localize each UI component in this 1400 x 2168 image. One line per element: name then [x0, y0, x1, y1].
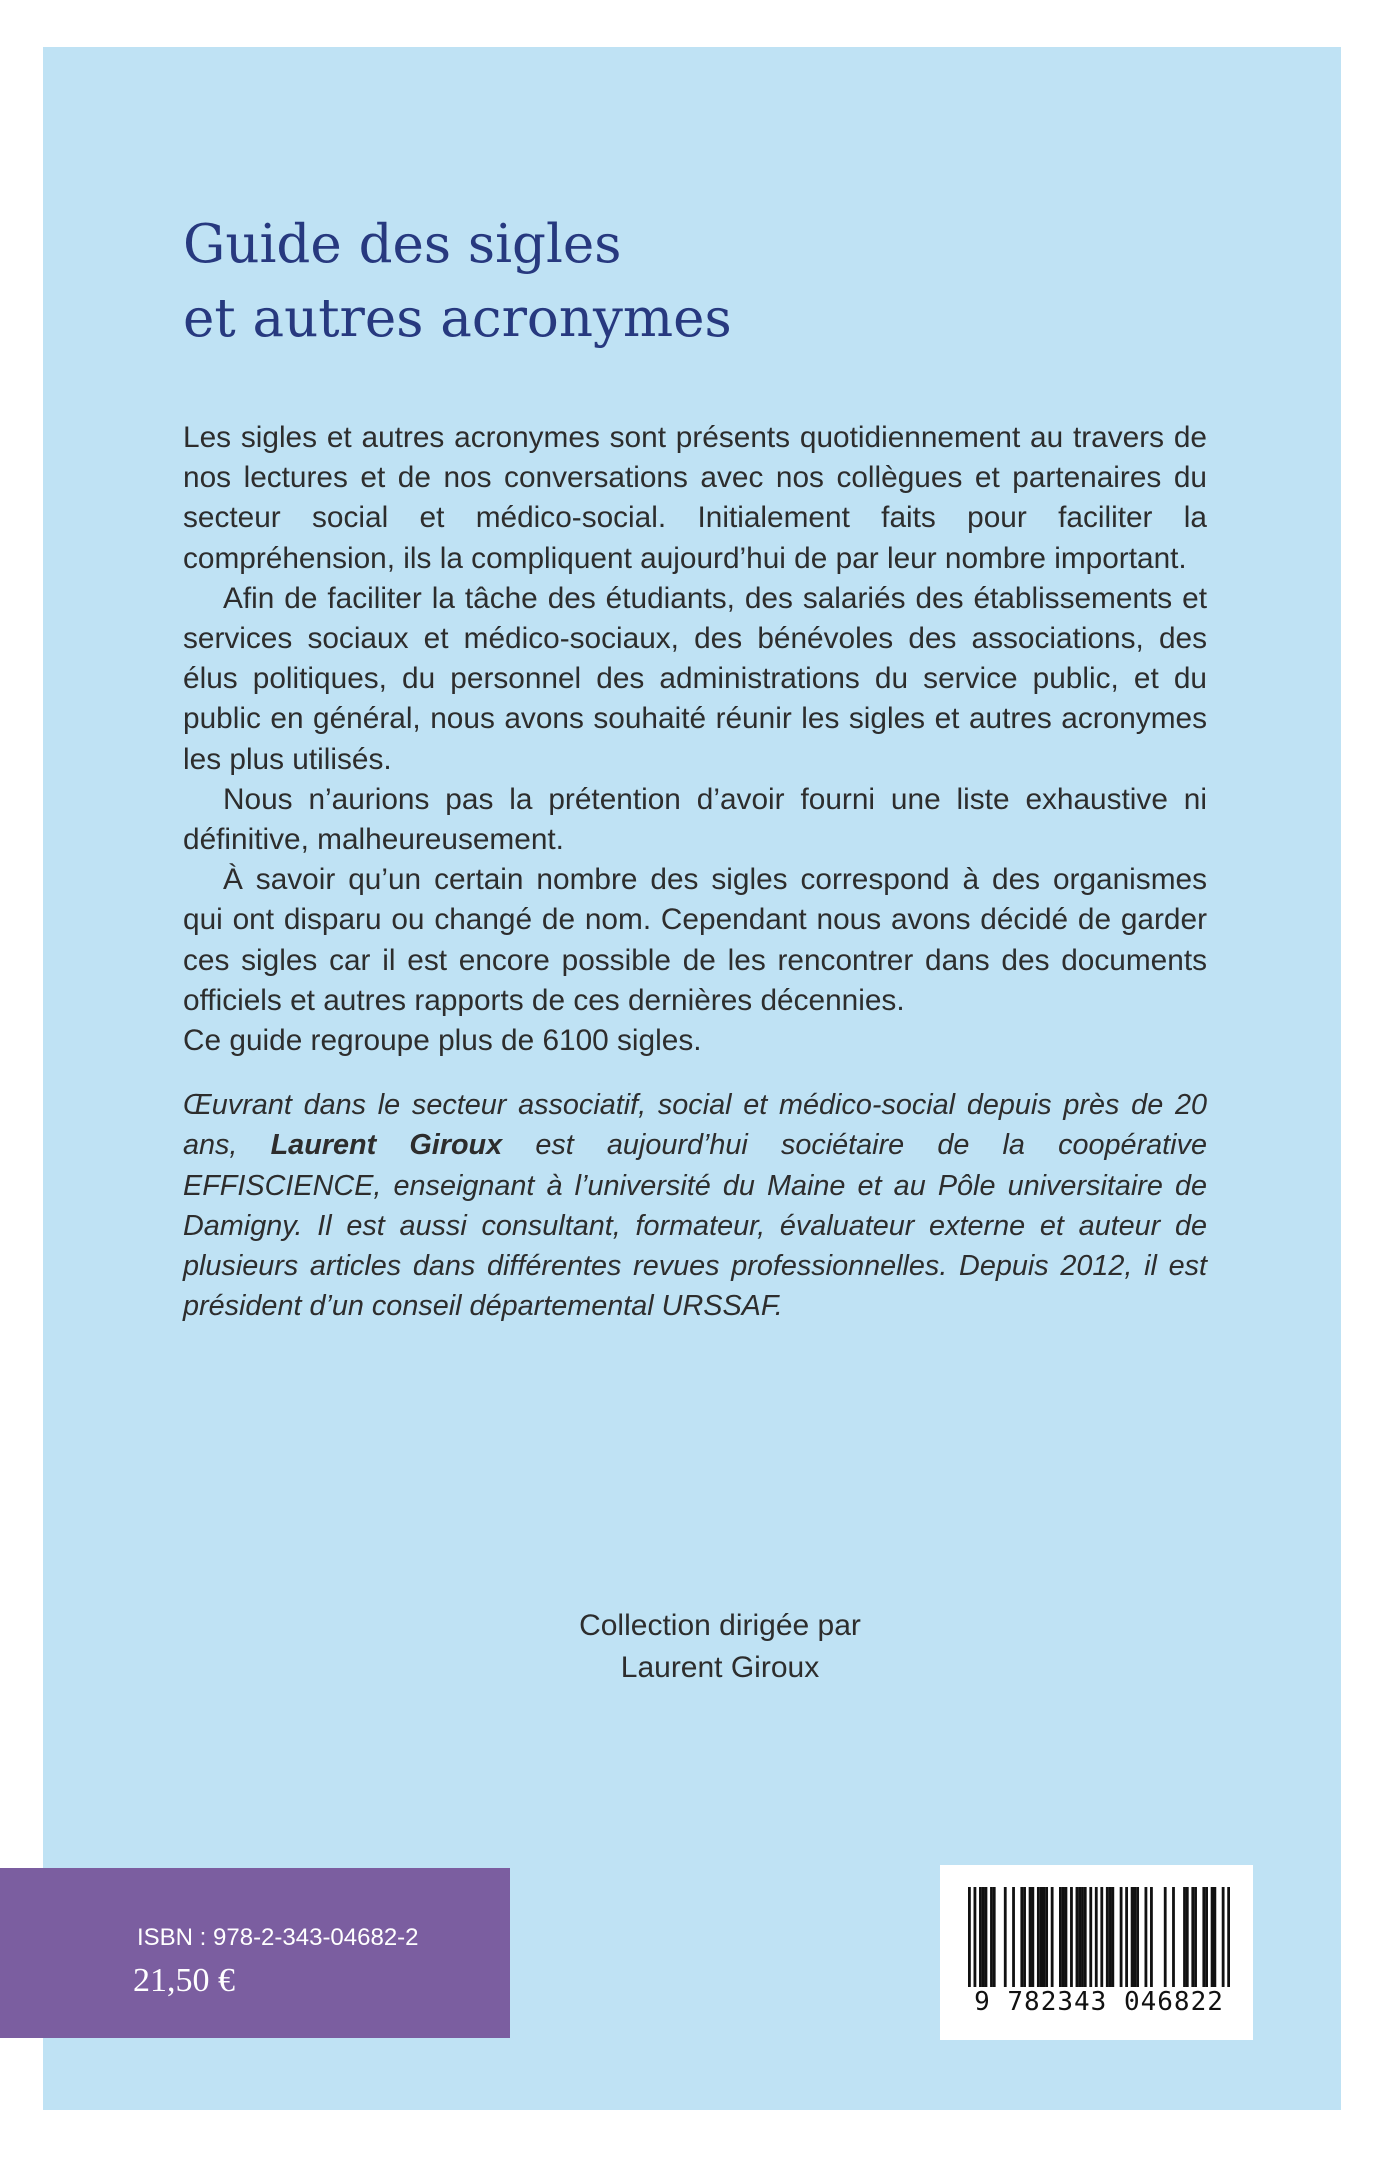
barcode-bar — [1095, 1887, 1098, 1987]
barcode-bar — [985, 1887, 988, 1987]
collection-label: Collection dirigée par — [579, 1609, 861, 1642]
barcode-bar — [979, 1887, 982, 1987]
barcode-bar — [1211, 1887, 1214, 1987]
barcode-bar — [1012, 1887, 1015, 1987]
book-title-line-1: Guide des sigles — [183, 214, 622, 275]
barcode-bar — [1227, 1887, 1230, 1987]
barcode-bar — [1120, 1887, 1123, 1987]
barcode-bar — [1037, 1887, 1040, 1987]
barcode-bar — [1040, 1887, 1043, 1987]
barcode-bar — [1029, 1887, 1032, 1987]
description-paragraph-1: Les sigles et autres acronymes sont présents quotidiennement au travers de nos lectures et de nos conversations avec nos collègues et partenaires du secteur social et médico-social. Initialement faits pour faciliter la compréhension, ils la compliquent aujourd’hui de par leur nombre important. — [183, 421, 1207, 575]
barcode-bar — [1076, 1887, 1079, 1987]
barcode-bar — [1106, 1887, 1109, 1987]
barcode-bar — [1125, 1887, 1128, 1987]
barcode-bar — [993, 1887, 996, 1987]
description-paragraph-5: Ce guide regroupe plus de 6100 sigles. — [183, 1024, 702, 1058]
barcode-bar — [1045, 1887, 1048, 1987]
book-title — [183, 208, 732, 356]
description-paragraph-4: À savoir qu’un certain nombre des sigles correspond à des organismes qui ont disparu ou changé de nom. Cependant nous avons décidé de garder ces sigles car il est encore possible de les rencontrer dans des documents officiels et autres rapports de ces dernières décennies. — [183, 863, 1207, 1017]
barcode-bar — [1020, 1887, 1023, 1987]
barcode-bar — [1109, 1887, 1112, 1987]
barcode-bar — [1042, 1887, 1045, 1987]
barcode-bar — [1183, 1887, 1186, 1987]
author-bio-intro: Œuvrant dans le secteur associatif, social et médico-social depuis près de 20 ans, — [183, 1089, 1207, 1162]
barcode-bar — [1070, 1887, 1073, 1987]
barcode-bar — [1164, 1887, 1167, 1987]
price-label: 21,50 € — [133, 1962, 235, 1999]
barcode-bar — [1213, 1887, 1216, 1987]
barcode-bar — [1191, 1887, 1194, 1987]
barcode-bar — [1131, 1887, 1134, 1987]
barcode-bar — [1222, 1887, 1225, 1987]
barcode-bar — [1051, 1887, 1054, 1987]
barcode-bar — [1062, 1887, 1065, 1987]
isbn-label: ISBN : 978-2-343-04682-2 — [137, 1924, 419, 1951]
barcode-bar — [1059, 1887, 1062, 1987]
barcode-bar — [1136, 1887, 1139, 1987]
back-cover — [43, 47, 1341, 2110]
barcode-bar — [1081, 1887, 1084, 1987]
barcode-bar — [1023, 1887, 1026, 1987]
description-paragraph-2: Afin de faciliter la tâche des étudiants, des salariés des établissements et services sociaux et médico-sociaux, des bénévoles des associations, des élus politiques, du personnel des administrations du service public, et du public en général, nous avons souhaité réunir les sigles et autres acronymes les plus utilisés. — [183, 581, 1207, 776]
barcode-bar — [1084, 1887, 1087, 1987]
collection-credit — [500, 1605, 940, 1689]
book-description — [183, 418, 1207, 1061]
author-bio-details: est aujourd’hui sociétaire de la coopérative EFFISCIENCE, enseignant à l’université du Maine et au Pôle universitaire de Damigny. Il est aussi consultant, formateur, évaluateur externe et auteur de plusieurs articles dans différentes revues professionnelles. Depuis 2012, il est président d’un conseil départemental URSSAF. — [183, 1129, 1207, 1323]
price-band — [0, 1868, 510, 2038]
barcode-bar — [1004, 1887, 1007, 1987]
barcode-bar — [1065, 1887, 1068, 1987]
barcode-bar — [990, 1887, 993, 1987]
barcode-bar — [1089, 1887, 1092, 1987]
barcode-bar — [1078, 1887, 1081, 1987]
barcode-icon — [968, 1887, 1230, 1987]
barcode-bar — [968, 1887, 971, 1987]
barcode-bar — [1133, 1887, 1136, 1987]
barcode-bar — [1205, 1887, 1208, 1987]
barcode-bar — [982, 1887, 985, 1987]
barcode-bar — [1202, 1887, 1205, 1987]
book-title-line-2: et autres acronymes — [183, 288, 732, 349]
barcode-digits: 9 782343 046822 — [974, 1987, 1224, 2017]
author-name: Laurent Giroux — [270, 1129, 503, 1162]
barcode-bar — [1145, 1887, 1148, 1987]
barcode-bar — [1194, 1887, 1197, 1987]
author-bio-paragraph — [183, 1085, 1207, 1327]
barcode-bar — [1186, 1887, 1189, 1987]
barcode-bar — [1172, 1887, 1175, 1987]
barcode-bar — [1031, 1887, 1034, 1987]
barcode-bar — [1100, 1887, 1103, 1987]
author-bio — [183, 1085, 1207, 1327]
barcode-bar — [1150, 1887, 1153, 1987]
barcode-bar — [974, 1887, 977, 1987]
barcode-panel — [940, 1865, 1253, 2040]
barcode-bar — [1111, 1887, 1114, 1987]
description-paragraph-3: Nous n’aurions pas la prétention d’avoir fourni une liste exhaustive ni définitive, malheureusement. — [183, 782, 1207, 857]
collection-director: Laurent Giroux — [620, 1651, 820, 1684]
